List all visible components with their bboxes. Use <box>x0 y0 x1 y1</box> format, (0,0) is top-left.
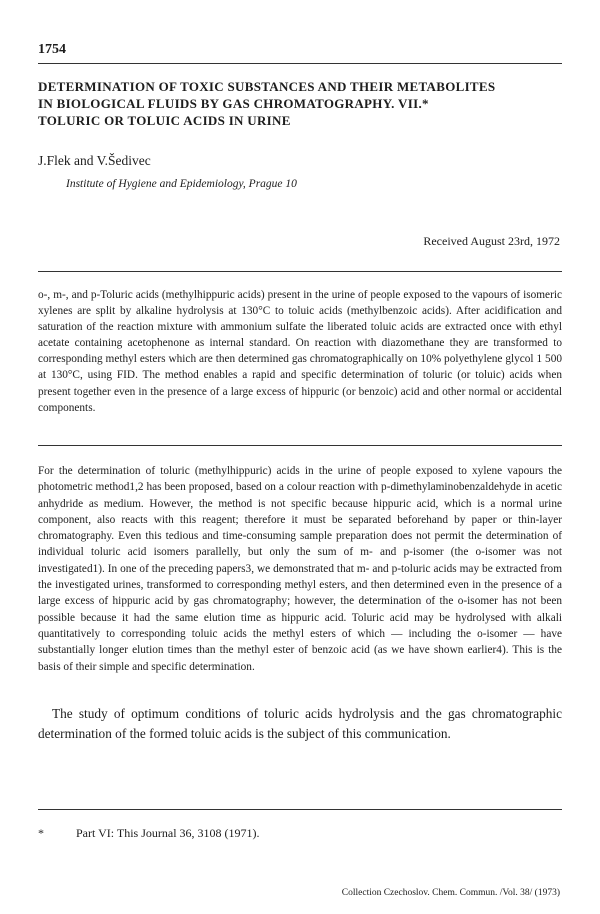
title-line: TOLURIC OR TOLUIC ACIDS IN URINE <box>38 113 291 128</box>
article-title <box>38 78 568 129</box>
authors: J.Flek and V.Šedivec <box>38 153 151 168</box>
received-date: Received August 23rd, 1972 <box>423 234 560 248</box>
running-footer: Collection Czechoslov. Chem. Commun. /Vol. 38/ (1973) <box>341 888 560 898</box>
page-number: 1754 <box>38 42 66 57</box>
affiliation: Institute of Hygiene and Epidemiology, Prague 10 <box>66 178 297 190</box>
header-rule <box>38 63 562 64</box>
abstract-bottom-rule <box>38 445 562 446</box>
footnote-rule <box>38 809 562 810</box>
body-paragraph: For the determination of toluric (methylhippuric) acids in the urine of people exposed to xylene vapours the photometric method1,2 has been proposed, based on a colour reaction with p-dimethylaminobenzaldehyde in acetic anhydride as medium. However, the method is not specific because hippuric acid, which is a normal urine component, also reacts with this reagent; therefore it must be separated beforehand by paper or thin-layer chromatography. Even this tedious and time-consuming sample preparation does not permit the determination of individual toluric acid isomers parallelly, but only the sum of m- and p-isomer (the o-isomer was not investigated1). In one of the preceding papers3, we demonstrated that m- and p-toluric acids may be extracted from the investigated urines, transformed to corresponding methyl esters, and then determined even in the presence of a large excess of hippuric acid by gas chromatography; however, the determination of the o-isomer has not been possible because it had the same elution time as hippuric acid. Toluric acid may be hydrolysed with alkali quantitatively to corresponding toluic acids the methyl esters of which — including the o-isomer — have substantially longer elution times than the methyl ester of benzoic acid (as we have shown earlier4). This is the basis of their simple and specific determination. <box>38 465 562 673</box>
body-paragraph-2: The study of optimum conditions of toluric acids hydrolysis and the gas chromatographic determination of the formed toluic acids is the subject of this communication. <box>38 706 562 741</box>
title-line: IN BIOLOGICAL FLUIDS BY GAS CHROMATOGRAPHY. VII.* <box>38 96 429 111</box>
abstract-top-rule <box>38 271 562 272</box>
abstract: o-, m-, and p-Toluric acids (methylhippuric acids) present in the urine of people exposed to the vapours of isomeric xylenes are split by alkaline hydrolysis at 130°C to toluic acids (methylbenzoic acids). After acidification and saturation of the reaction mixture with ammonium sulfate the liberated toluic acids are extracted once with ethyl acetate containing acetophenone as internal standard. On reaction with diazomethane they are transformed to corresponding methyl esters which are then determined gas chromatographically on 10% polyethylene glycol 1 500 at 130°C, using FID. The method enables a rapid and specific determination of toluric (or toluic) acids when present together even in the presence of a large excess of hippuric (or benzoic) acid and other normal or accidental components. <box>38 289 562 414</box>
footnote-text: Part VI: This Journal 36, 3108 (1971). <box>76 826 260 840</box>
title-line: DETERMINATION OF TOXIC SUBSTANCES AND THEIR METABOLITES <box>38 79 496 94</box>
footnote <box>38 826 260 841</box>
footnote-mark: * <box>38 826 44 840</box>
